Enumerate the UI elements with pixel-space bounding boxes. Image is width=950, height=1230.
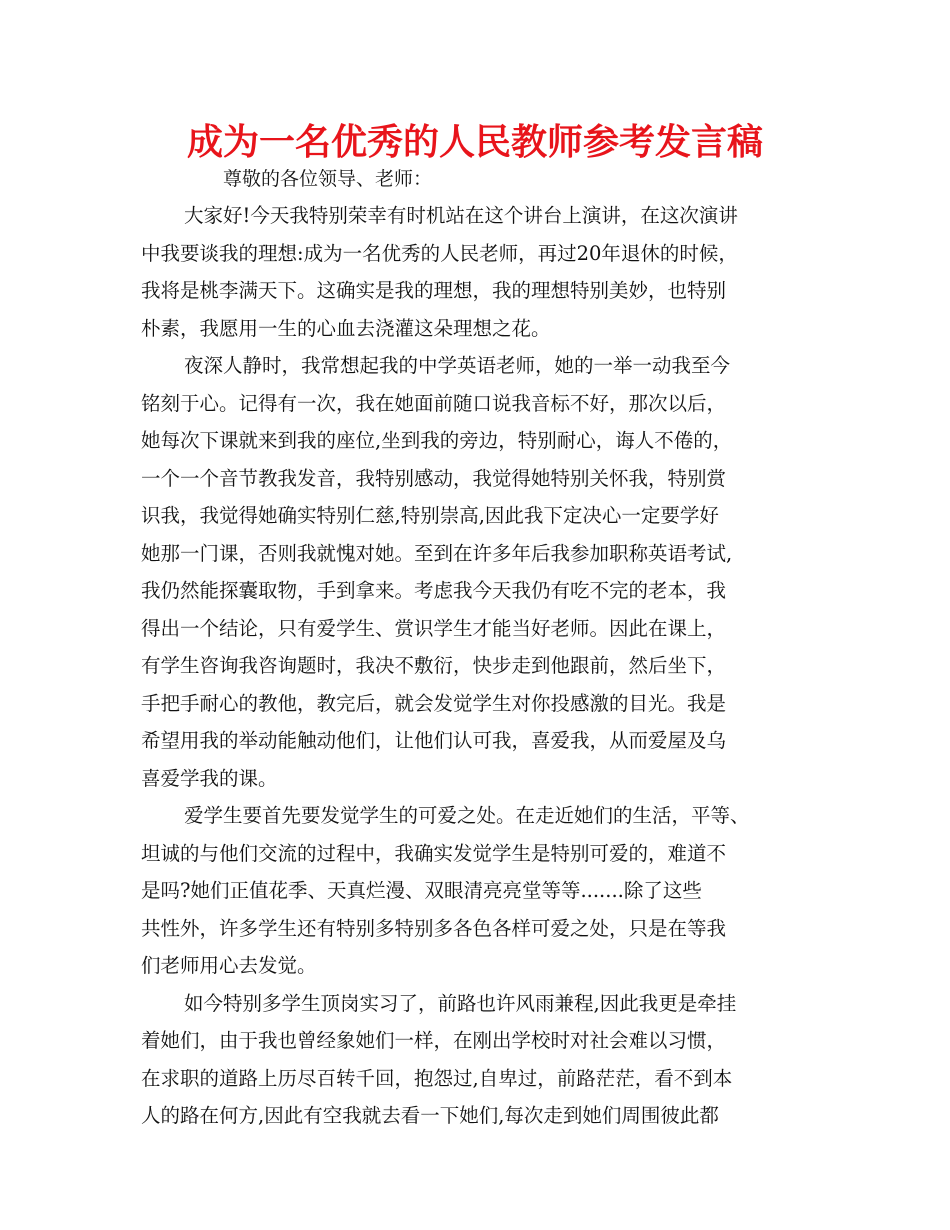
paragraph-line: 我仍然能探囊取物，手到拿来。考虑我今天我仍有吃不完的老本，我 bbox=[141, 579, 727, 602]
paragraph-line: 大家好!今天我特别荣幸有时机站在这个讲台上演讲，在这次演讲 bbox=[184, 204, 738, 227]
paragraph-line: 如今特别多学生顶岗实习了，前路也许风雨兼程,因此我更是牵挂 bbox=[184, 991, 737, 1015]
paragraph-line: 是吗?她们正值花季、天真烂漫、双眼清亮亮堂等等.......除了这些 bbox=[141, 879, 702, 902]
paragraph-line: 喜爱学我的课。 bbox=[141, 766, 278, 790]
paragraph bbox=[141, 197, 821, 347]
paragraph-line: 中我要谈我的理想:成为一名优秀的人民老师，再过20年退休的时候， bbox=[141, 241, 738, 265]
paragraph-line: 夜深人静时，我常想起我的中学英语老师，她的一举一动我至今 bbox=[184, 354, 731, 377]
document-body bbox=[141, 197, 821, 1135]
paragraph-line: 共性外，许多学生还有特别多特别多各色各样可爱之处，只是在等我 bbox=[141, 916, 727, 940]
salutation: 尊敬的各位领导、老师： bbox=[223, 168, 433, 190]
paragraph-line: 坦诚的与他们交流的过程中，我确实发觉学生是特别可爱的，难道不 bbox=[141, 841, 727, 865]
paragraph-line: 们老师用心去发觉。 bbox=[141, 954, 317, 977]
paragraph-line: 着她们，由于我也曾经象她们一样，在刚出学校时对社会难以习惯， bbox=[141, 1029, 727, 1052]
paragraph-line: 我将是桃李满天下。这确实是我的理想，我的理想特别美妙，也特别 bbox=[141, 279, 727, 302]
paragraph-line: 爱学生要首先要发觉学生的可爱之处。在走近她们的生活，平等、 bbox=[184, 804, 750, 827]
paragraph bbox=[141, 347, 821, 797]
paragraph bbox=[141, 985, 821, 1135]
paragraph-line: 朴素，我愿用一生的心血去浇灌这朵理想之花。 bbox=[141, 316, 551, 340]
paragraph-line: 她每次下课就来到我的座位,坐到我的旁边，特别耐心，诲人不倦的， bbox=[141, 429, 733, 452]
page-title: 成为一名优秀的人民教师参考发言稿 bbox=[186, 122, 763, 163]
paragraph-line: 得出一个结论，只有爱学生、赏识学生才能当好老师。因此在课上， bbox=[141, 616, 727, 640]
paragraph-line: 铭刻于心。记得有一次，我在她面前随口说我音标不好，那次以后， bbox=[141, 391, 727, 415]
paragraph-line: 在求职的道路上历尽百转千回，抱怨过,自卑过，前路茫茫，看不到本 bbox=[141, 1066, 733, 1090]
paragraph bbox=[141, 797, 821, 985]
paragraph-line: 人的路在何方,因此有空我就去看一下她们,每次走到她们周围彼此都 bbox=[141, 1104, 719, 1127]
paragraph-line: 她那一门课，否则我就愧对她。至到在许多年后我参加职称英语考试, bbox=[141, 541, 733, 565]
paragraph-line: 有学生咨询我咨询题时，我决不敷衍，快步走到他跟前，然后坐下， bbox=[141, 654, 727, 677]
paragraph-line: 手把手耐心的教他，教完后，就会发觉学生对你投感激的目光。我是 bbox=[141, 691, 727, 715]
paragraph-line: 希望用我的举动能触动他们，让他们认可我，喜爱我，从而爱屋及乌 bbox=[141, 729, 727, 752]
paragraph-line: 识我，我觉得她确实特别仁慈,特别崇高,因此我下定决心一定要学好 bbox=[141, 504, 719, 527]
paragraph-line: 一个一个音节教我发音，我特别感动，我觉得她特别关怀我，特别赏 bbox=[141, 466, 727, 490]
